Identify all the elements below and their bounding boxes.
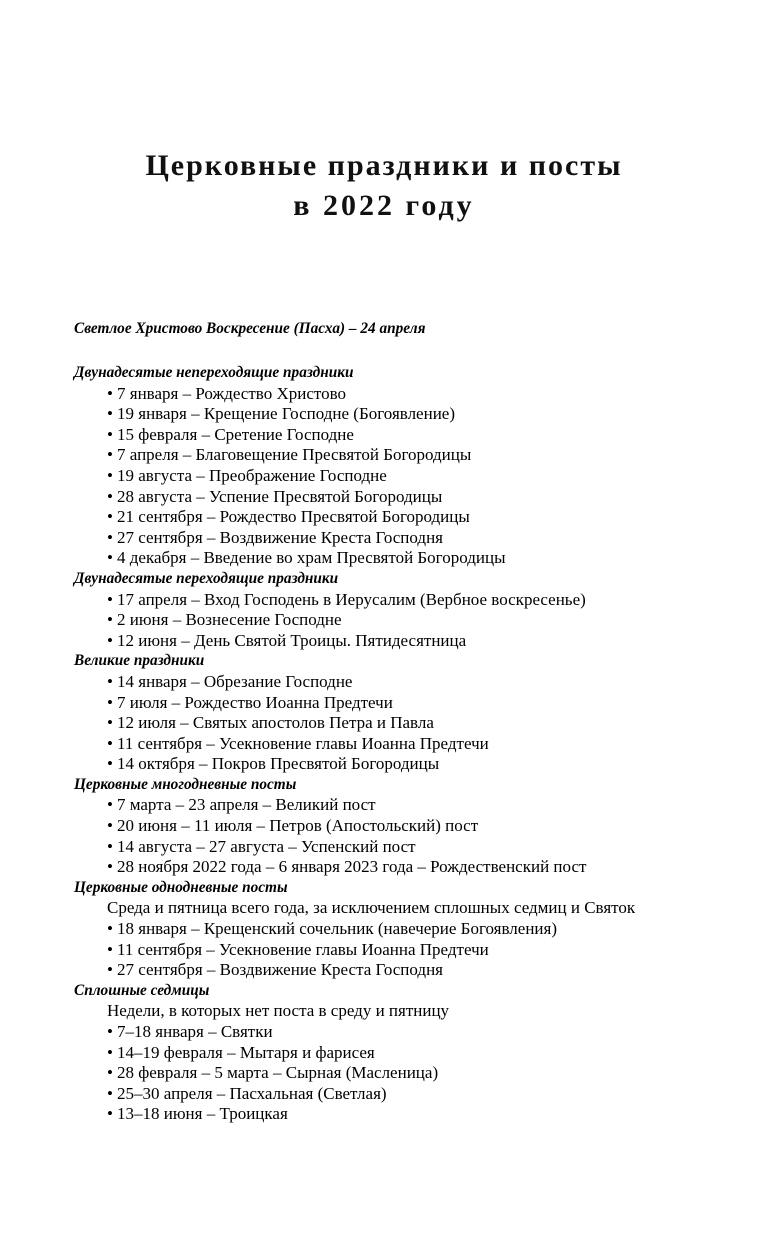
section	[74, 981, 720, 1125]
list-item-label: 15 февраля – Сретение Господне	[117, 424, 354, 444]
list-item	[74, 1022, 720, 1043]
bullet-icon: •	[107, 486, 113, 506]
bullet-icon: •	[107, 939, 113, 959]
bullet-icon: •	[107, 754, 113, 774]
list-item	[74, 384, 720, 405]
bullet-icon: •	[107, 507, 113, 527]
list-item-label: 27 сентября – Воздвижение Креста Господня	[117, 960, 443, 980]
bullet-icon: •	[107, 630, 113, 650]
bullet-icon: •	[107, 424, 113, 444]
list-item	[74, 507, 720, 528]
list-item-label: 28 февраля – 5 марта – Сырная (Масленица)	[117, 1063, 439, 1083]
bullet-icon: •	[107, 816, 113, 836]
list-item-label: 13–18 июня – Троицкая	[117, 1104, 288, 1124]
list-item-label: 14 октября – Покров Пресвятой Богородицы	[117, 754, 440, 774]
list-item-label: 12 июня – День Святой Троицы. Пятидесятница	[117, 630, 467, 650]
list-item-label: 12 июля – Святых апостолов Петра и Павла	[117, 713, 434, 733]
list-item-label: 21 сентября – Рождество Пресвятой Богородицы	[117, 507, 470, 527]
bullet-icon: •	[107, 383, 113, 403]
list-item-label: 4 декабря – Введение во храм Пресвятой Богородицы	[117, 548, 506, 568]
section	[74, 363, 720, 569]
list-item	[74, 837, 720, 858]
bullet-icon: •	[107, 1042, 113, 1062]
list-item-label: 14 января – Обрезание Господне	[117, 671, 353, 691]
section-note: Среда и пятница всего года, за исключением сплошных седмиц и Святок	[107, 898, 636, 918]
list-item-label: 14–19 февраля – Мытаря и фарисея	[117, 1042, 375, 1062]
bullet-icon: •	[107, 857, 113, 877]
list-item	[74, 631, 720, 652]
list-item-label: 17 апреля – Вход Господень в Иерусалим (Вербное воскресенье)	[117, 589, 586, 609]
list-item	[74, 487, 720, 508]
section-heading: Церковные однодневные посты	[74, 878, 288, 896]
section-heading: Церковные многодневные посты	[74, 775, 297, 793]
list-item	[74, 960, 720, 981]
list-item	[74, 1043, 720, 1064]
list-item-label: 28 ноября 2022 года – 6 января 2023 года – Рождественский пост	[117, 857, 587, 877]
title-line-1: Церковные праздники и посты	[145, 149, 623, 182]
list-item	[74, 713, 720, 734]
list-item-label: 7 марта – 23 апреля – Великий пост	[117, 795, 376, 815]
list-item	[74, 940, 720, 961]
bullet-icon: •	[107, 795, 113, 815]
section-item-list	[74, 919, 720, 981]
bullet-icon: •	[107, 1022, 113, 1041]
bullet-icon: •	[107, 404, 113, 424]
list-item	[74, 445, 720, 466]
list-item	[74, 425, 720, 446]
list-item-label: 18 января – Крещенский сочельник (навечерие Богоявления)	[117, 919, 557, 939]
easter-line: Светлое Христово Воскресение (Пасха) – 24 апреля	[74, 320, 426, 337]
list-item-label: 7 апреля – Благовещение Пресвятой Богородицы	[117, 445, 472, 465]
list-item	[74, 857, 720, 878]
list-item-label: 7 июля – Рождество Иоанна Предтечи	[117, 692, 393, 712]
bullet-icon: •	[107, 692, 113, 712]
document-body	[74, 318, 720, 1125]
list-item-label: 7 января – Рождество Христово	[117, 383, 346, 403]
section-item-list	[74, 795, 720, 877]
list-item	[74, 610, 720, 631]
list-item	[74, 548, 720, 569]
bullet-icon: •	[107, 960, 113, 980]
list-item	[74, 816, 720, 837]
bullet-icon: •	[107, 836, 113, 856]
bullet-icon: •	[107, 1104, 113, 1124]
bullet-icon: •	[107, 733, 113, 753]
bullet-icon: •	[107, 445, 113, 465]
section-heading: Сплошные седмицы	[74, 981, 210, 999]
section-item-list	[74, 1022, 720, 1125]
list-item	[74, 404, 720, 425]
list-item	[74, 1084, 720, 1105]
list-item	[74, 734, 720, 755]
list-item-label: 2 июня – Вознесение Господне	[117, 610, 342, 630]
bullet-icon: •	[107, 589, 113, 609]
list-item-label: 19 января – Крещение Господне (Богоявление)	[117, 404, 455, 424]
list-item	[74, 590, 720, 611]
list-item	[74, 693, 720, 714]
section-heading: Двунадесятые переходящие праздники	[74, 569, 339, 587]
bullet-icon: •	[107, 610, 113, 630]
title-line-2: в 2022 году	[293, 189, 475, 222]
bullet-icon: •	[107, 1083, 113, 1103]
bullet-icon: •	[107, 548, 113, 568]
list-item	[74, 919, 720, 940]
list-item	[74, 1063, 720, 1084]
list-item	[74, 672, 720, 693]
section-item-list	[74, 384, 720, 569]
section-heading: Двунадесятые непереходящие праздники	[74, 364, 354, 381]
section	[74, 569, 720, 651]
list-item	[74, 754, 720, 775]
list-item	[74, 528, 720, 549]
bullet-icon: •	[107, 919, 113, 939]
list-item	[74, 1104, 720, 1125]
page-title	[0, 146, 768, 226]
section	[74, 878, 720, 981]
sections-container	[74, 363, 720, 1125]
section	[74, 651, 720, 775]
bullet-icon: •	[107, 713, 113, 733]
list-item-label: 28 августа – Успение Пресвятой Богородицы	[117, 486, 443, 506]
list-item-label: 20 июня – 11 июля – Петров (Апостольский) пост	[117, 816, 479, 836]
list-item-label: 25–30 апреля – Пасхальная (Светлая)	[117, 1083, 387, 1103]
list-item	[74, 795, 720, 816]
section-heading: Великие праздники	[74, 652, 205, 670]
bullet-icon: •	[107, 1063, 113, 1083]
bullet-icon: •	[107, 527, 113, 547]
list-item-label: 14 августа – 27 августа – Успенский пост	[117, 836, 416, 856]
list-item-label: 27 сентября – Воздвижение Креста Господня	[117, 527, 443, 547]
section-note: Недели, в которых нет поста в среду и пятницу	[107, 1001, 450, 1021]
section	[74, 775, 720, 878]
list-item	[74, 466, 720, 487]
list-item-label: 11 сентября – Усекновение главы Иоанна Предтечи	[117, 733, 489, 753]
bullet-icon: •	[107, 465, 113, 485]
section-item-list	[74, 672, 720, 775]
bullet-icon: •	[107, 671, 113, 691]
section-item-list	[74, 590, 720, 652]
list-item-label: 19 августа – Преображение Господне	[117, 465, 387, 485]
list-item-label: 11 сентября – Усекновение главы Иоанна Предтечи	[117, 939, 489, 959]
list-item-label: 7–18 января – Святки	[117, 1022, 273, 1041]
